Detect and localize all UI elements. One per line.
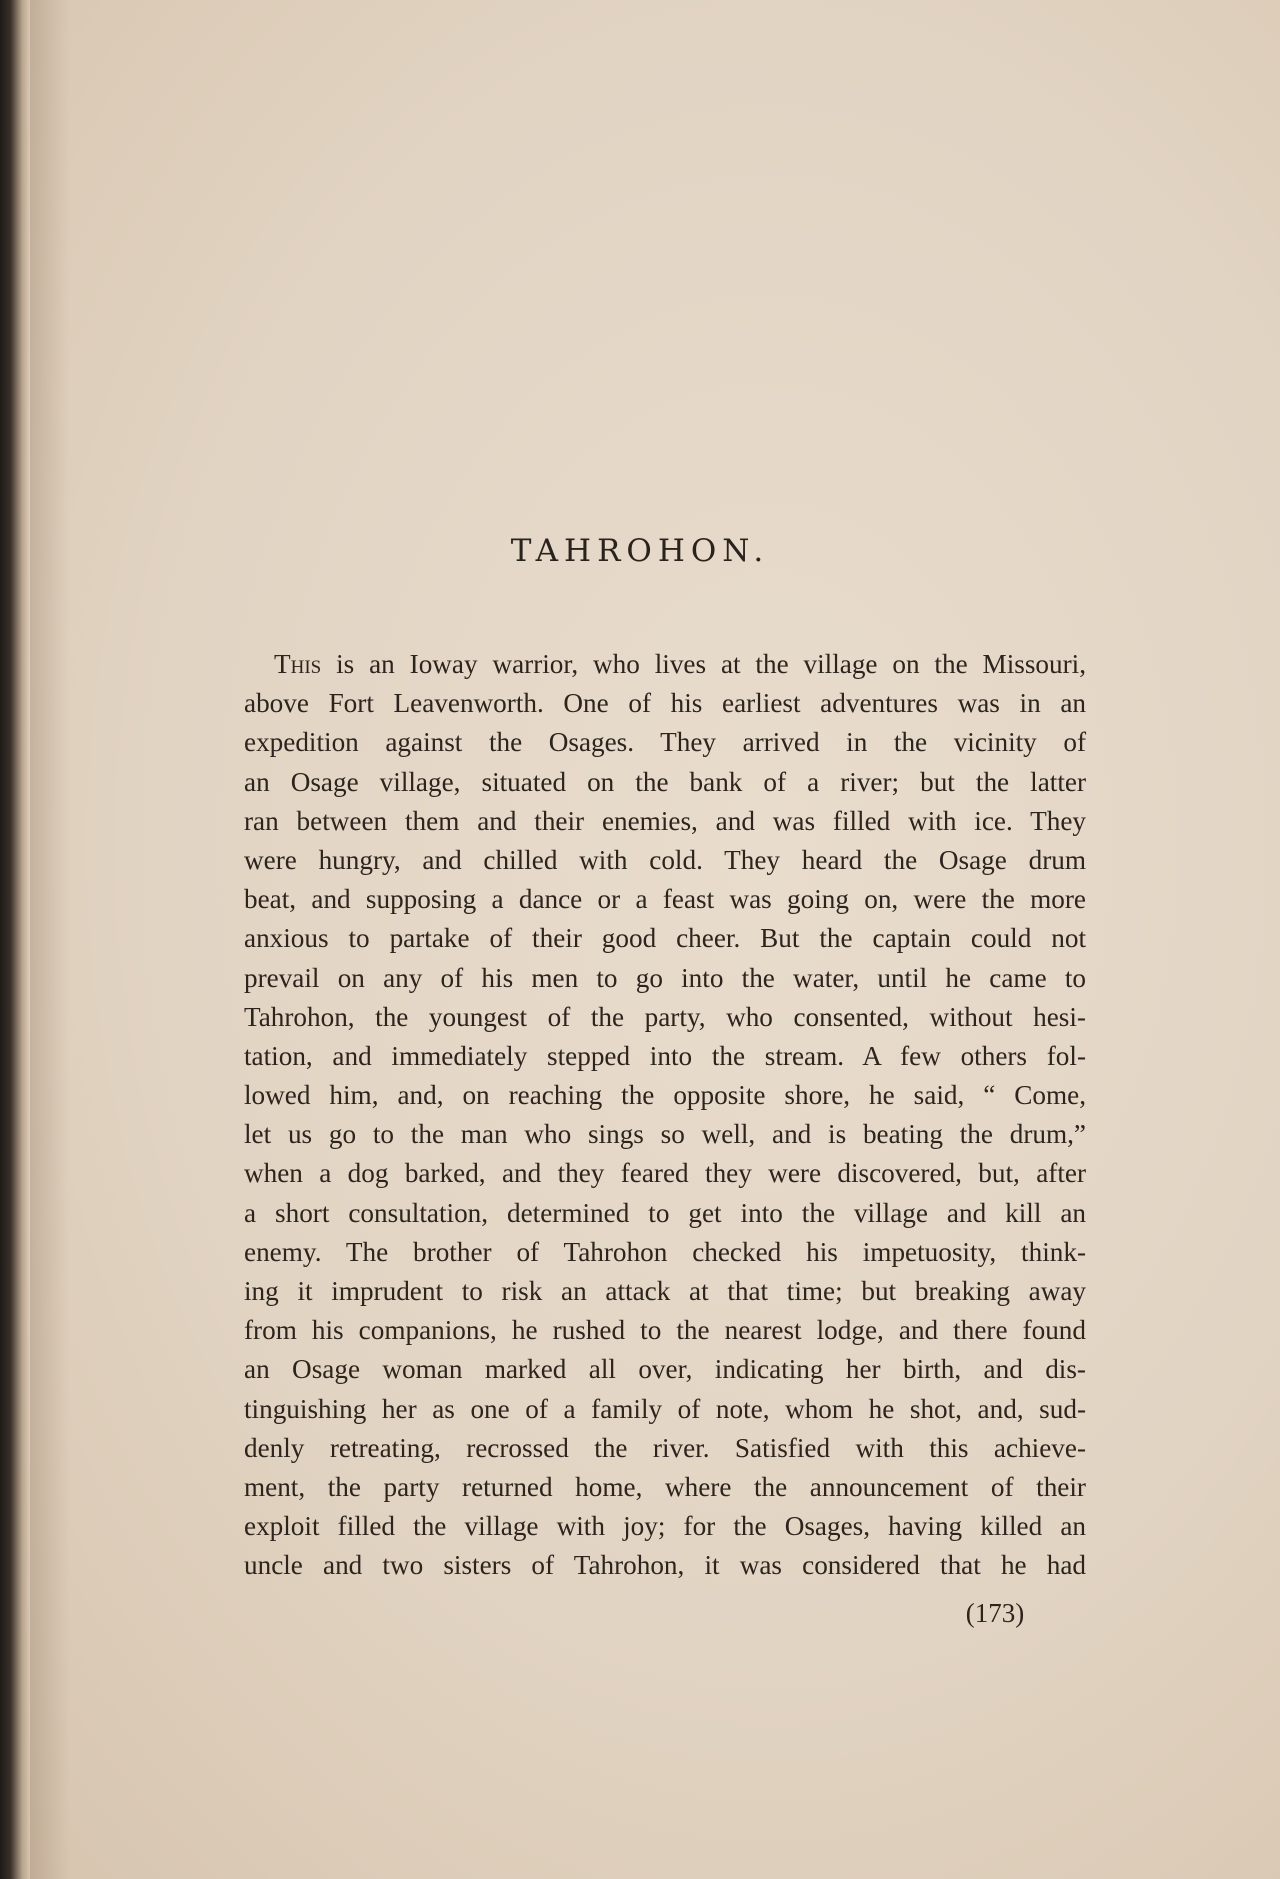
text-line: let us go to the man who sings so well, and is beating the drum,” bbox=[244, 1119, 1086, 1150]
text-line: exploit filled the village with joy; for the Osages, having killed an bbox=[244, 1511, 1086, 1542]
page-number: (173) bbox=[965, 1598, 1025, 1628]
text-line: ran between them and their enemies, and was filled with ice. They bbox=[244, 805, 1086, 836]
text-line: uncle and two sisters of Tahrohon, it was considered that he had bbox=[244, 1550, 1086, 1581]
text-line: enemy. The brother of Tahrohon checked his impetuosity, think- bbox=[244, 1236, 1086, 1267]
text-line: above Fort Leavenworth. One of his earliest adventures was in an bbox=[244, 688, 1086, 719]
text-line: beat, and supposing a dance or a feast was going on, were the more bbox=[244, 884, 1086, 915]
first-line-rest: is an Ioway warrior, who lives at the village on the Missouri, bbox=[321, 649, 1086, 679]
text-line: an Osage village, situated on the bank of a river; but the latter bbox=[244, 766, 1086, 797]
text-line: prevail on any of his men to go into the water, until he came to bbox=[244, 962, 1086, 993]
binding-edge bbox=[0, 0, 30, 1879]
chapter-title: TAHROHON. bbox=[510, 533, 770, 569]
text-line: lowed him, and, on reaching the opposite shore, he said, “ Come, bbox=[244, 1080, 1086, 1111]
text-line: Tahrohon, the youngest of the party, who consented, without hesi- bbox=[244, 1001, 1086, 1032]
text-line: an Osage woman marked all over, indicating her birth, and dis- bbox=[244, 1354, 1086, 1385]
text-line: tation, and immediately stepped into the stream. A few others fol- bbox=[244, 1040, 1086, 1071]
drop-word: This bbox=[274, 649, 322, 679]
text-line: were hungry, and chilled with cold. They heard the Osage drum bbox=[244, 844, 1086, 875]
body-paragraph bbox=[244, 645, 1086, 1586]
text-line bbox=[244, 645, 1086, 684]
text-line: ing it imprudent to risk an attack at that time; but breaking away bbox=[244, 1276, 1086, 1306]
text-line: ment, the party returned home, where the announcement of their bbox=[244, 1471, 1086, 1502]
text-line: tinguishing her as one of a family of note, whom he shot, and, sud- bbox=[244, 1393, 1086, 1424]
text-line: denly retreating, recrossed the river. Satisfied with this achieve- bbox=[244, 1432, 1086, 1463]
text-line: from his companions, he rushed to the nearest lodge, and there found bbox=[244, 1315, 1086, 1346]
binding-shadow bbox=[30, 0, 70, 1879]
text-line: anxious to partake of their good cheer. But the captain could not bbox=[244, 923, 1086, 954]
text-line: expedition against the Osages. They arrived in the vicinity of bbox=[244, 727, 1086, 758]
text-line: a short consultation, determined to get into the village and kill an bbox=[244, 1197, 1086, 1228]
text-line: when a dog barked, and they feared they were discovered, but, after bbox=[244, 1158, 1086, 1189]
